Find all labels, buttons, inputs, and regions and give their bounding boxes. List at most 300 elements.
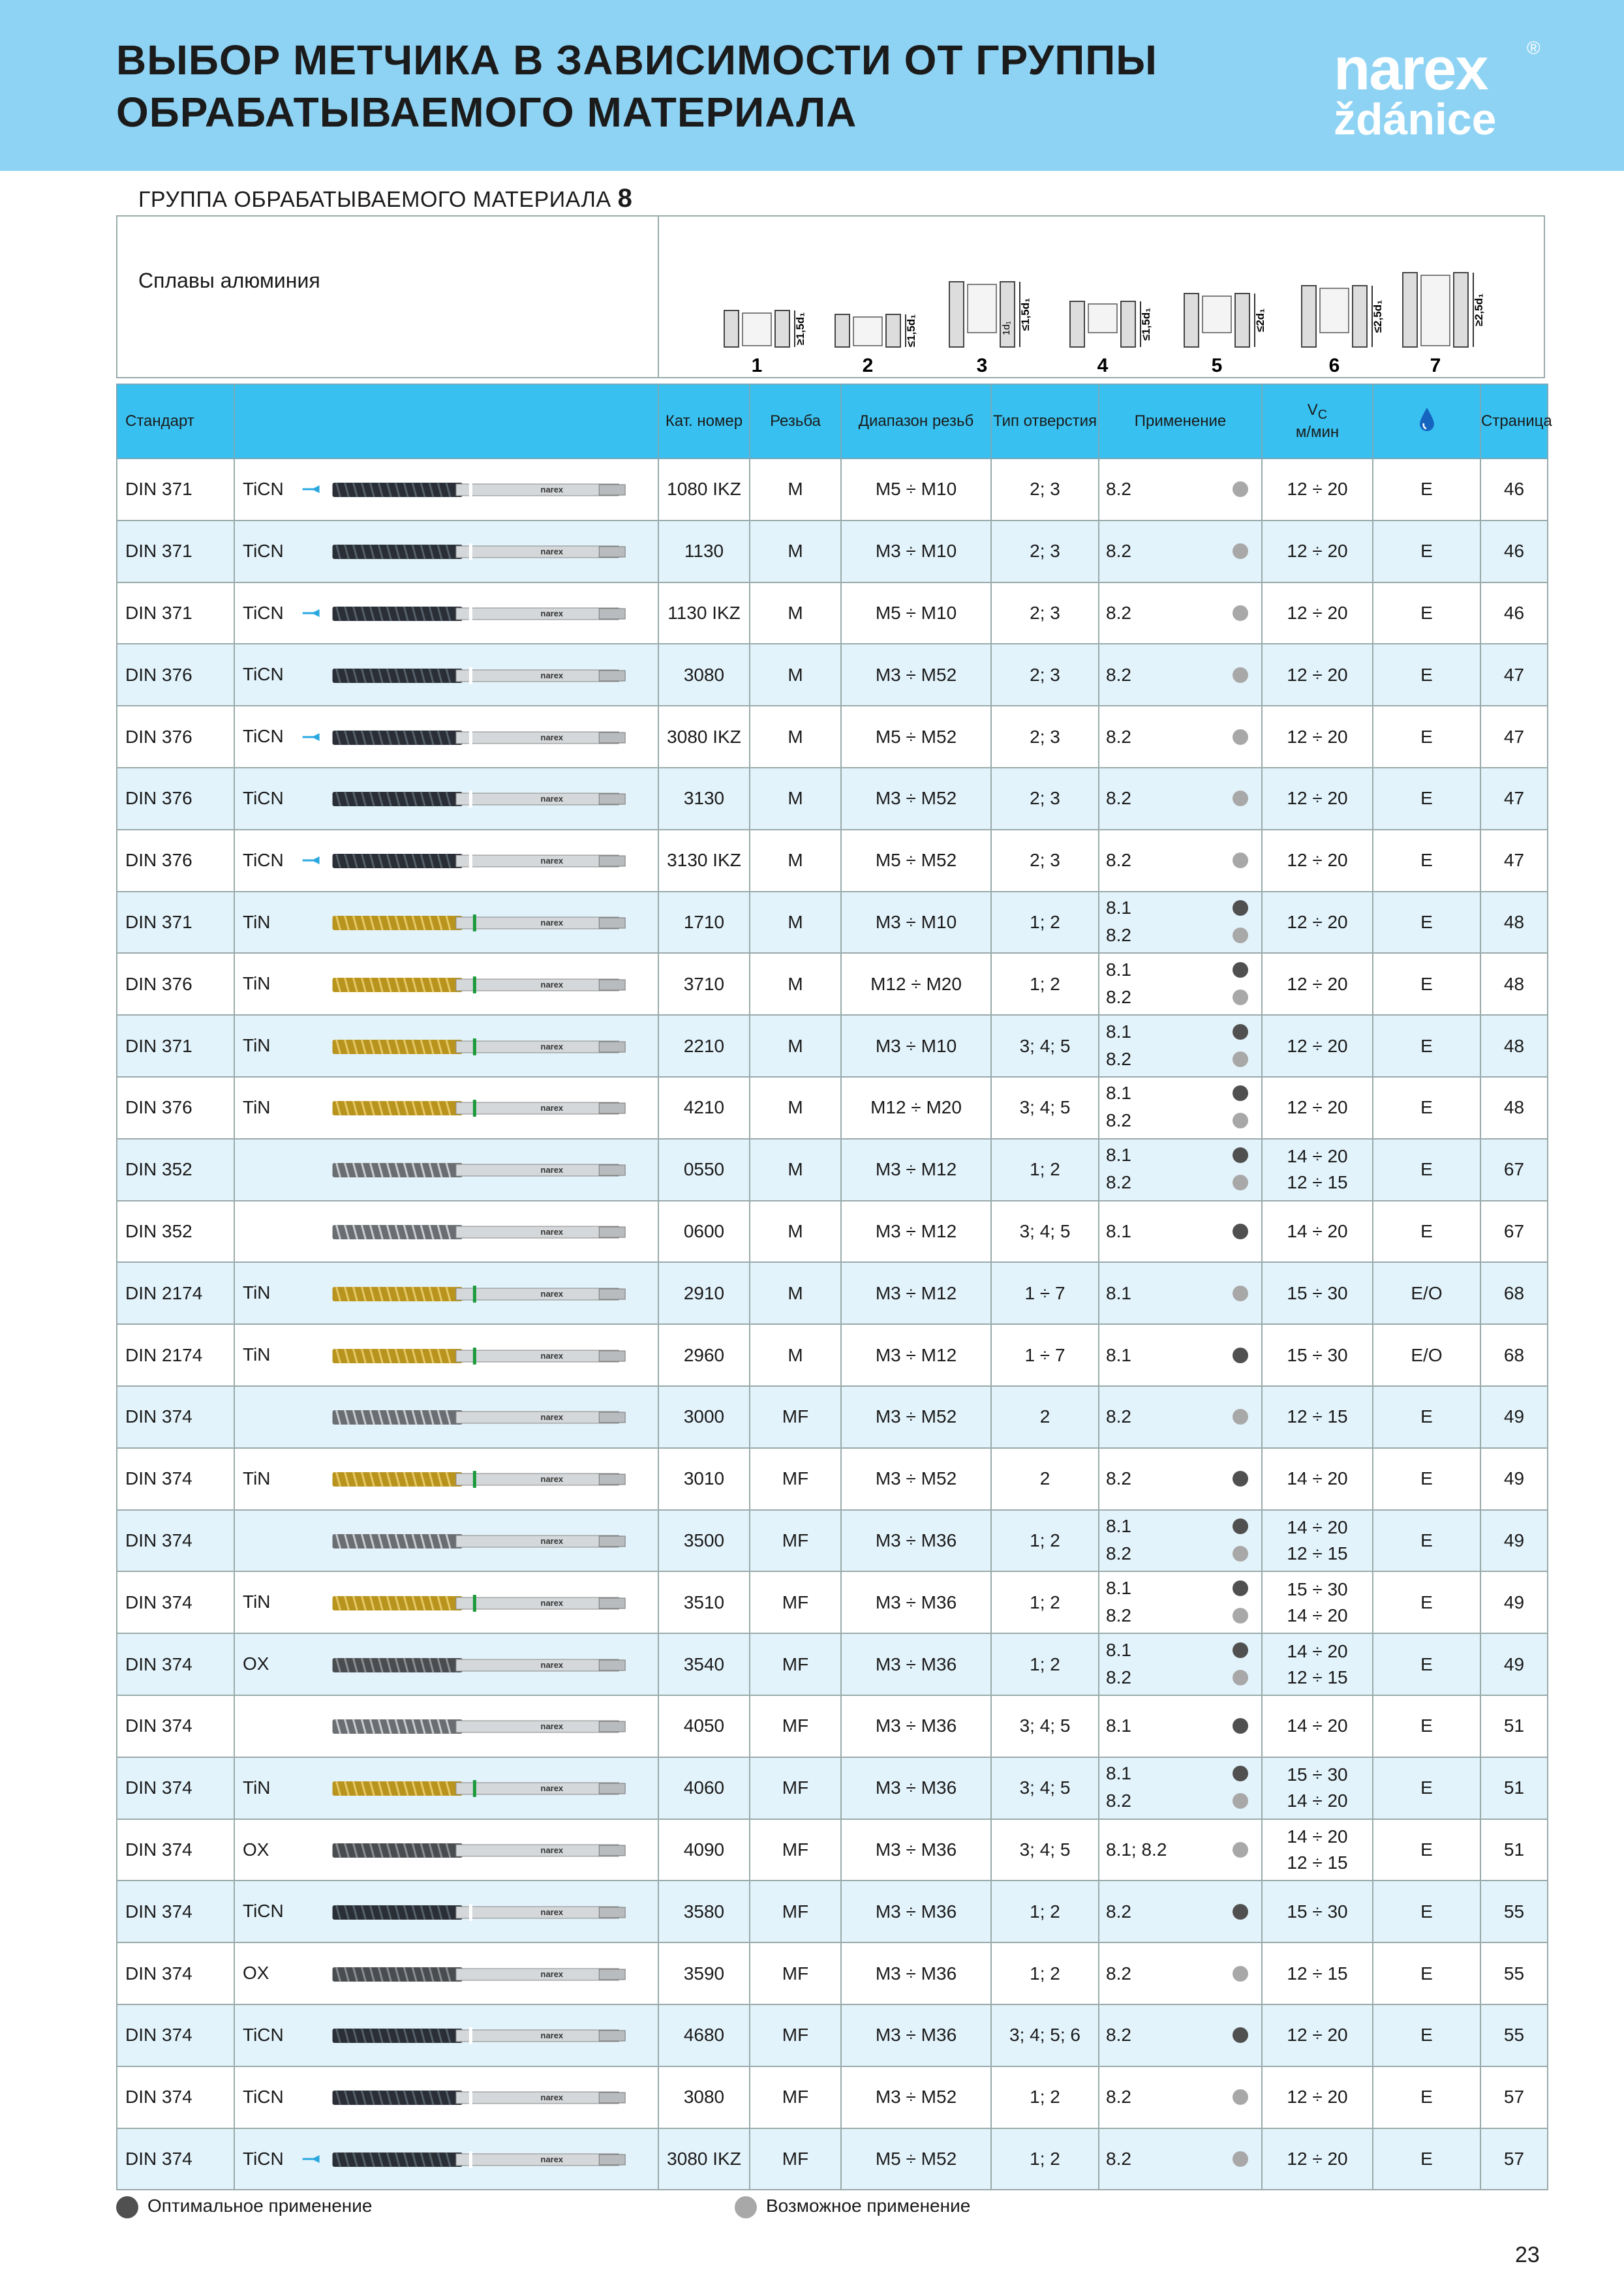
range-cell: M5 ÷ M52 [841, 830, 991, 892]
tap-tool-image [235, 1201, 658, 1261]
standard-cell: DIN 376 [117, 768, 234, 830]
standard-cell: DIN 376 [117, 953, 234, 1015]
vc-cell [1263, 1944, 1372, 2004]
coating-label: TiCN [243, 726, 284, 747]
tool-cell [234, 1201, 658, 1263]
coolant-cell: E [1373, 1571, 1480, 1633]
standard-cell: DIN 376 [117, 830, 234, 892]
hole-type-4 [1070, 301, 1152, 376]
application-td [1099, 2128, 1262, 2190]
table-row [117, 1757, 1548, 1819]
application-cell [1099, 707, 1261, 767]
optimal-dot-icon [1233, 1147, 1248, 1163]
standard-cell: DIN 371 [117, 892, 234, 954]
possible-dot-icon [1233, 1113, 1248, 1128]
coating-label: TiCN [243, 540, 284, 561]
application-cell [1099, 892, 1261, 952]
possible-dot-icon [1233, 928, 1248, 943]
table-row [117, 1139, 1548, 1201]
optimal-dot-icon [1233, 1518, 1248, 1534]
application-code: 8.2 [1106, 1667, 1131, 1687]
range-cell: M3 ÷ M12 [841, 1139, 991, 1201]
vc-value: 12 ÷ 20 [1287, 664, 1348, 685]
standard-cell: DIN 352 [117, 1139, 234, 1201]
hole-number: 3 [976, 355, 988, 376]
vc-label: V [1307, 400, 1318, 419]
coolant-cell: E [1373, 2066, 1480, 2128]
coolant-cell: E [1373, 1201, 1480, 1263]
range-cell: M5 ÷ M10 [841, 582, 991, 644]
thread-cell: MF [750, 1448, 841, 1510]
page-cell: 51 [1480, 1819, 1548, 1881]
vc-cell [1263, 954, 1372, 1014]
cat-number-cell: 4210 [658, 1077, 750, 1139]
col-tool [234, 384, 658, 459]
vc-td [1262, 521, 1373, 582]
tool-brand-label: narex [540, 485, 564, 495]
page-cell: 51 [1480, 1757, 1548, 1819]
coolant-cell: E [1373, 1510, 1480, 1572]
application-code: 8.2 [1106, 1963, 1131, 1984]
thread-cell: MF [750, 2004, 841, 2066]
vc-value: 12 ÷ 15 [1287, 1543, 1348, 1563]
narex-logo [1331, 38, 1546, 149]
coating-label: OX [243, 1654, 269, 1674]
coating-label: TiN [243, 1777, 271, 1798]
hole-type-7 [1403, 273, 1485, 376]
range-cell: M5 ÷ M52 [841, 706, 991, 768]
vc-value: 12 ÷ 20 [1287, 788, 1348, 809]
range-cell: M3 ÷ M36 [841, 1695, 991, 1757]
hole-type-cell: 1 ÷ 7 [991, 1262, 1099, 1324]
table-row [117, 2066, 1548, 2128]
possible-dot-icon [1233, 1409, 1248, 1425]
application-code: 8.2 [1106, 1406, 1131, 1427]
table-row [117, 953, 1548, 1015]
application-cell [1099, 954, 1261, 1014]
vc-td [1262, 706, 1373, 768]
application-cell [1099, 1696, 1261, 1756]
vc-value: 14 ÷ 20 [1287, 1826, 1348, 1847]
range-cell: M3 ÷ M12 [841, 1262, 991, 1324]
table-row [117, 830, 1548, 892]
tool-brand-label: narex [540, 2031, 564, 2041]
table-row [117, 1881, 1548, 1942]
application-td [1099, 1448, 1262, 1510]
hole-type-cell: 2; 3 [991, 768, 1099, 830]
vc-value: 12 ÷ 15 [1287, 1172, 1348, 1193]
possible-dot-icon [1233, 667, 1248, 683]
legend-possible-label: Возможное применение [766, 2196, 971, 2216]
tap-tool-image [235, 768, 658, 828]
hole-depth-label: ≤2d₁ [1254, 308, 1266, 333]
application-code: 8.2 [1106, 664, 1131, 685]
thread-cell: MF [750, 1819, 841, 1881]
application-code: 8.1; 8.2 [1106, 1839, 1167, 1860]
tool-brand-label: narex [540, 1597, 564, 1608]
application-td [1099, 1695, 1262, 1757]
vc-td [1262, 1077, 1373, 1139]
application-code: 8.2 [1106, 1110, 1131, 1131]
vc-td [1262, 582, 1373, 644]
vc-value: 15 ÷ 30 [1287, 1901, 1348, 1922]
application-cell [1099, 1882, 1261, 1942]
table-row [117, 1262, 1548, 1324]
application-cell [1099, 1573, 1261, 1633]
optimal-dot-icon [1233, 1348, 1248, 1363]
thread-cell: M [750, 892, 841, 954]
hole-type-cell: 3; 4; 5; 6 [991, 2004, 1099, 2066]
application-td [1099, 1942, 1262, 2004]
application-cell [1099, 1263, 1261, 1323]
range-cell: M3 ÷ M52 [841, 644, 991, 706]
application-td [1099, 768, 1262, 830]
thread-cell: MF [750, 1942, 841, 2004]
vc-td [1262, 1571, 1373, 1633]
title-line-1: ВЫБОР МЕТЧИКА В ЗАВИСИМОСТИ ОТ ГРУППЫ [116, 37, 1157, 83]
cat-number-cell: 3080 IKZ [658, 2128, 750, 2190]
possible-dot-icon [1233, 1842, 1248, 1858]
possible-dot-icon [1233, 2151, 1248, 2167]
possible-dot-icon [1233, 2089, 1248, 2105]
standard-cell: DIN 2174 [117, 1324, 234, 1386]
application-code: 8.1 [1106, 959, 1131, 980]
hole-types-diagram [666, 217, 1540, 377]
vc-td [1262, 953, 1373, 1015]
cat-number-cell: 1130 [658, 521, 750, 582]
hole-type-cell: 2; 3 [991, 582, 1099, 644]
standard-cell: DIN 371 [117, 521, 234, 582]
application-cell [1099, 1449, 1261, 1509]
vc-td [1262, 2004, 1373, 2066]
standard-cell: DIN 2174 [117, 1262, 234, 1324]
vc-value: 14 ÷ 20 [1287, 1220, 1348, 1241]
standard-cell: DIN 374 [117, 2066, 234, 2128]
tool-brand-label: narex [540, 2092, 564, 2103]
vc-value: 12 ÷ 20 [1287, 541, 1348, 562]
cat-number-cell: 4680 [658, 2004, 750, 2066]
application-code: 8.2 [1106, 602, 1131, 623]
standard-cell: DIN 376 [117, 1077, 234, 1139]
vc-td [1262, 2066, 1373, 2128]
table-row [117, 1448, 1548, 1510]
header-banner [0, 0, 1624, 171]
tool-cell [234, 1386, 658, 1448]
application-code: 8.1 [1106, 1515, 1131, 1536]
application-td [1099, 1757, 1262, 1819]
vc-cell [1263, 892, 1372, 952]
application-code: 8.2 [1106, 2025, 1131, 2046]
application-code: 8.1 [1106, 897, 1131, 918]
tap-tool-image [235, 2129, 658, 2189]
material-box [116, 215, 1545, 378]
coating-label: TiCN [243, 787, 284, 808]
hole-type-cell: 2 [991, 1448, 1099, 1510]
possible-dot-icon [1233, 853, 1248, 868]
application-code: 8.2 [1106, 1172, 1131, 1193]
table-row [117, 644, 1548, 706]
tool-cell [234, 1015, 658, 1077]
internal-coolant-icon [303, 485, 320, 493]
hole-type-cell: 1; 2 [991, 2128, 1099, 2190]
tool-cell [234, 644, 658, 706]
hole-type-1 [724, 310, 806, 376]
application-td [1099, 521, 1262, 582]
tool-cell [234, 1324, 658, 1386]
col-appl: Применение [1099, 384, 1262, 459]
vc-cell [1263, 1078, 1372, 1138]
tap-tool-image [235, 1820, 658, 1880]
application-cell [1099, 1758, 1261, 1818]
tool-cell [234, 1262, 658, 1324]
thread-cell: M [750, 1139, 841, 1201]
application-td [1099, 1077, 1262, 1139]
tool-brand-label: narex [540, 1350, 564, 1361]
application-code: 8.2 [1106, 1901, 1131, 1922]
standard-cell: DIN 376 [117, 706, 234, 768]
application-cell [1099, 1944, 1261, 2004]
vc-value: 12 ÷ 20 [1287, 973, 1348, 994]
range-cell: M5 ÷ M10 [841, 459, 991, 521]
application-td [1099, 953, 1262, 1015]
vc-td [1262, 2128, 1373, 2190]
tap-tool-image [235, 1882, 658, 1942]
tool-brand-label: narex [540, 856, 564, 866]
tool-cell [234, 1510, 658, 1572]
thread-cell: MF [750, 1757, 841, 1819]
thread-cell: M [750, 706, 841, 768]
thread-cell: MF [750, 1571, 841, 1633]
application-td [1099, 459, 1262, 521]
table-header-row [117, 384, 1548, 459]
tool-brand-label: narex [540, 1969, 564, 1979]
range-cell: M3 ÷ M10 [841, 521, 991, 582]
table-row [117, 706, 1548, 768]
hole-number: 6 [1328, 355, 1340, 376]
coolant-cell: E [1373, 1015, 1480, 1077]
thread-cell: M [750, 1324, 841, 1386]
application-cell [1099, 459, 1261, 519]
tap-tool-image [235, 1449, 658, 1509]
coolant-cell: E [1373, 1448, 1480, 1510]
coating-label: TiN [243, 973, 271, 994]
tool-cell [234, 1819, 658, 1881]
cat-number-cell: 0550 [658, 1139, 750, 1201]
optimal-dot-icon [1233, 2027, 1248, 2043]
application-td [1099, 1881, 1262, 1942]
coating-label: TiCN [243, 849, 284, 870]
tool-brand-label: narex [540, 1165, 564, 1175]
optimal-dot-icon [1233, 1580, 1248, 1596]
vc-td [1262, 1510, 1373, 1572]
possible-dot-icon [735, 2196, 757, 2218]
vc-cell [1263, 583, 1372, 643]
vc-cell [1263, 1325, 1372, 1385]
vc-td [1262, 1757, 1373, 1819]
coating-label: TiN [243, 911, 271, 932]
vc-td [1262, 1819, 1373, 1881]
cat-number-cell: 1080 IKZ [658, 459, 750, 521]
standard-cell: DIN 374 [117, 1386, 234, 1448]
tap-tool-image [235, 1263, 658, 1323]
application-code: 8.2 [1106, 2148, 1131, 2169]
page-cell: 49 [1480, 1448, 1548, 1510]
tap-tool-image [235, 1758, 658, 1818]
vc-cell [1263, 521, 1372, 581]
hole-number: 2 [862, 355, 874, 376]
vc-cell [1263, 2067, 1372, 2127]
optimal-dot-icon [1233, 1766, 1248, 1781]
possible-dot-icon [1233, 1608, 1248, 1624]
vc-td [1262, 459, 1373, 521]
application-td [1099, 1201, 1262, 1263]
standard-cell: DIN 374 [117, 1881, 234, 1942]
vc-value: 12 ÷ 20 [1287, 479, 1348, 500]
coating-label: TiCN [243, 479, 284, 499]
optimal-dot-icon [1233, 1642, 1248, 1658]
application-td [1099, 1386, 1262, 1448]
tool-brand-label: narex [540, 1474, 564, 1485]
vc-value: 14 ÷ 20 [1287, 1146, 1348, 1167]
tool-cell [234, 953, 658, 1015]
vc-cell [1263, 1140, 1372, 1200]
standard-cell: DIN 371 [117, 1015, 234, 1077]
page-cell: 49 [1480, 1386, 1548, 1448]
hole-type-2 [835, 314, 917, 376]
hole-type-5 [1184, 294, 1266, 376]
page-cell: 47 [1480, 706, 1548, 768]
coolant-cell: E [1373, 830, 1480, 892]
application-td [1099, 1324, 1262, 1386]
page-cell: 68 [1480, 1262, 1548, 1324]
internal-coolant-icon [303, 2155, 320, 2163]
coating-label: TiN [243, 1282, 271, 1303]
tap-tool-image [235, 521, 658, 581]
tool-brand-label: narex [540, 1412, 564, 1423]
coating-label: TiCN [243, 2148, 284, 2169]
vc-cell [1263, 1758, 1372, 1818]
tap-tool-image [235, 645, 658, 705]
tool-cell [234, 2004, 658, 2066]
possible-dot-icon [1233, 1546, 1248, 1562]
tool-brand-label: narex [540, 979, 564, 989]
coating-label: TiN [243, 1592, 271, 1612]
coating-label: TiN [243, 1035, 271, 1056]
tap-tool-image [235, 1944, 658, 2004]
application-cell [1099, 1078, 1261, 1138]
standard-cell: DIN 352 [117, 1201, 234, 1263]
page-cell: 48 [1480, 1015, 1548, 1077]
thread-cell: MF [750, 1695, 841, 1757]
vc-cell [1263, 1820, 1372, 1880]
cat-number-cell: 3540 [658, 1633, 750, 1695]
application-cell [1099, 1325, 1261, 1385]
thread-cell: M [750, 1201, 841, 1263]
possible-dot-icon [1233, 1175, 1248, 1190]
coating-label: TiCN [243, 2086, 284, 2107]
hole-type-cell: 2; 3 [991, 459, 1099, 521]
range-cell: M3 ÷ M36 [841, 1571, 991, 1633]
table-row [117, 459, 1548, 521]
optimal-dot-icon [1233, 900, 1248, 916]
application-td [1099, 2004, 1262, 2066]
coolant-cell: E [1373, 892, 1480, 954]
range-cell: M3 ÷ M36 [841, 1633, 991, 1695]
standard-cell: DIN 374 [117, 1757, 234, 1819]
application-code: 8.2 [1106, 788, 1131, 809]
vc-value: 12 ÷ 20 [1287, 1035, 1348, 1056]
possible-dot-icon [1233, 1966, 1248, 1982]
internal-coolant-icon [303, 856, 320, 864]
vc-td [1262, 1448, 1373, 1510]
tap-tool-image [235, 1325, 658, 1385]
page-cell: 67 [1480, 1201, 1548, 1263]
tool-cell [234, 1695, 658, 1757]
application-code: 8.2 [1106, 1605, 1131, 1625]
vc-cell [1263, 1263, 1372, 1323]
standard-cell: DIN 374 [117, 1819, 234, 1881]
coolant-cell: E [1373, 1819, 1480, 1881]
page-cell: 57 [1480, 2066, 1548, 2128]
application-code: 8.2 [1106, 1543, 1131, 1563]
tool-cell [234, 2066, 658, 2128]
hole-type-cell: 2; 3 [991, 521, 1099, 582]
tap-tool-image [235, 1016, 658, 1076]
tap-tool-image [235, 1140, 658, 1200]
application-cell [1099, 768, 1261, 828]
application-code: 8.1 [1106, 1083, 1131, 1104]
application-cell [1099, 1820, 1261, 1880]
standard-cell: DIN 374 [117, 1633, 234, 1695]
hole-depth-label: ≤2,5d₁ [1371, 299, 1384, 333]
vc-cell [1263, 1696, 1372, 1756]
cat-number-cell: 3080 [658, 2066, 750, 2128]
page-cell: 55 [1480, 1881, 1548, 1942]
range-cell: M3 ÷ M12 [841, 1324, 991, 1386]
page-cell: 49 [1480, 1633, 1548, 1695]
page-number: 23 [1515, 2243, 1540, 2267]
tap-tool-image [235, 1573, 658, 1633]
vc-value: 14 ÷ 20 [1287, 1605, 1348, 1625]
range-cell: M3 ÷ M36 [841, 2004, 991, 2066]
material-name: Сплавы алюминия [138, 269, 320, 292]
vc-value: 12 ÷ 20 [1287, 726, 1348, 747]
thread-cell: MF [750, 1510, 841, 1572]
vc-value: 14 ÷ 20 [1287, 1640, 1348, 1661]
application-code: 8.2 [1106, 1790, 1131, 1811]
coolant-cell: E [1373, 1942, 1480, 2004]
vc-cell [1263, 1449, 1372, 1509]
col-range: Диапазон резьб [841, 384, 991, 459]
col-vc [1262, 384, 1373, 459]
standard-cell: DIN 374 [117, 1695, 234, 1757]
page-cell: 46 [1480, 521, 1548, 582]
material-divider [658, 217, 659, 377]
vc-td [1262, 1262, 1373, 1324]
vc-cell [1263, 2129, 1372, 2189]
legend-optimal [116, 2196, 372, 2218]
possible-dot-icon [1233, 729, 1248, 745]
page-cell: 49 [1480, 1510, 1548, 1572]
table-row [117, 768, 1548, 830]
tap-tool-image [235, 954, 658, 1014]
internal-coolant-icon [303, 609, 320, 617]
application-code: 8.1 [1106, 1577, 1131, 1598]
coolant-cell: E [1373, 953, 1480, 1015]
col-coolant [1373, 384, 1480, 459]
page-cell: 55 [1480, 2004, 1548, 2066]
hole-type-cell: 1; 2 [991, 1571, 1099, 1633]
